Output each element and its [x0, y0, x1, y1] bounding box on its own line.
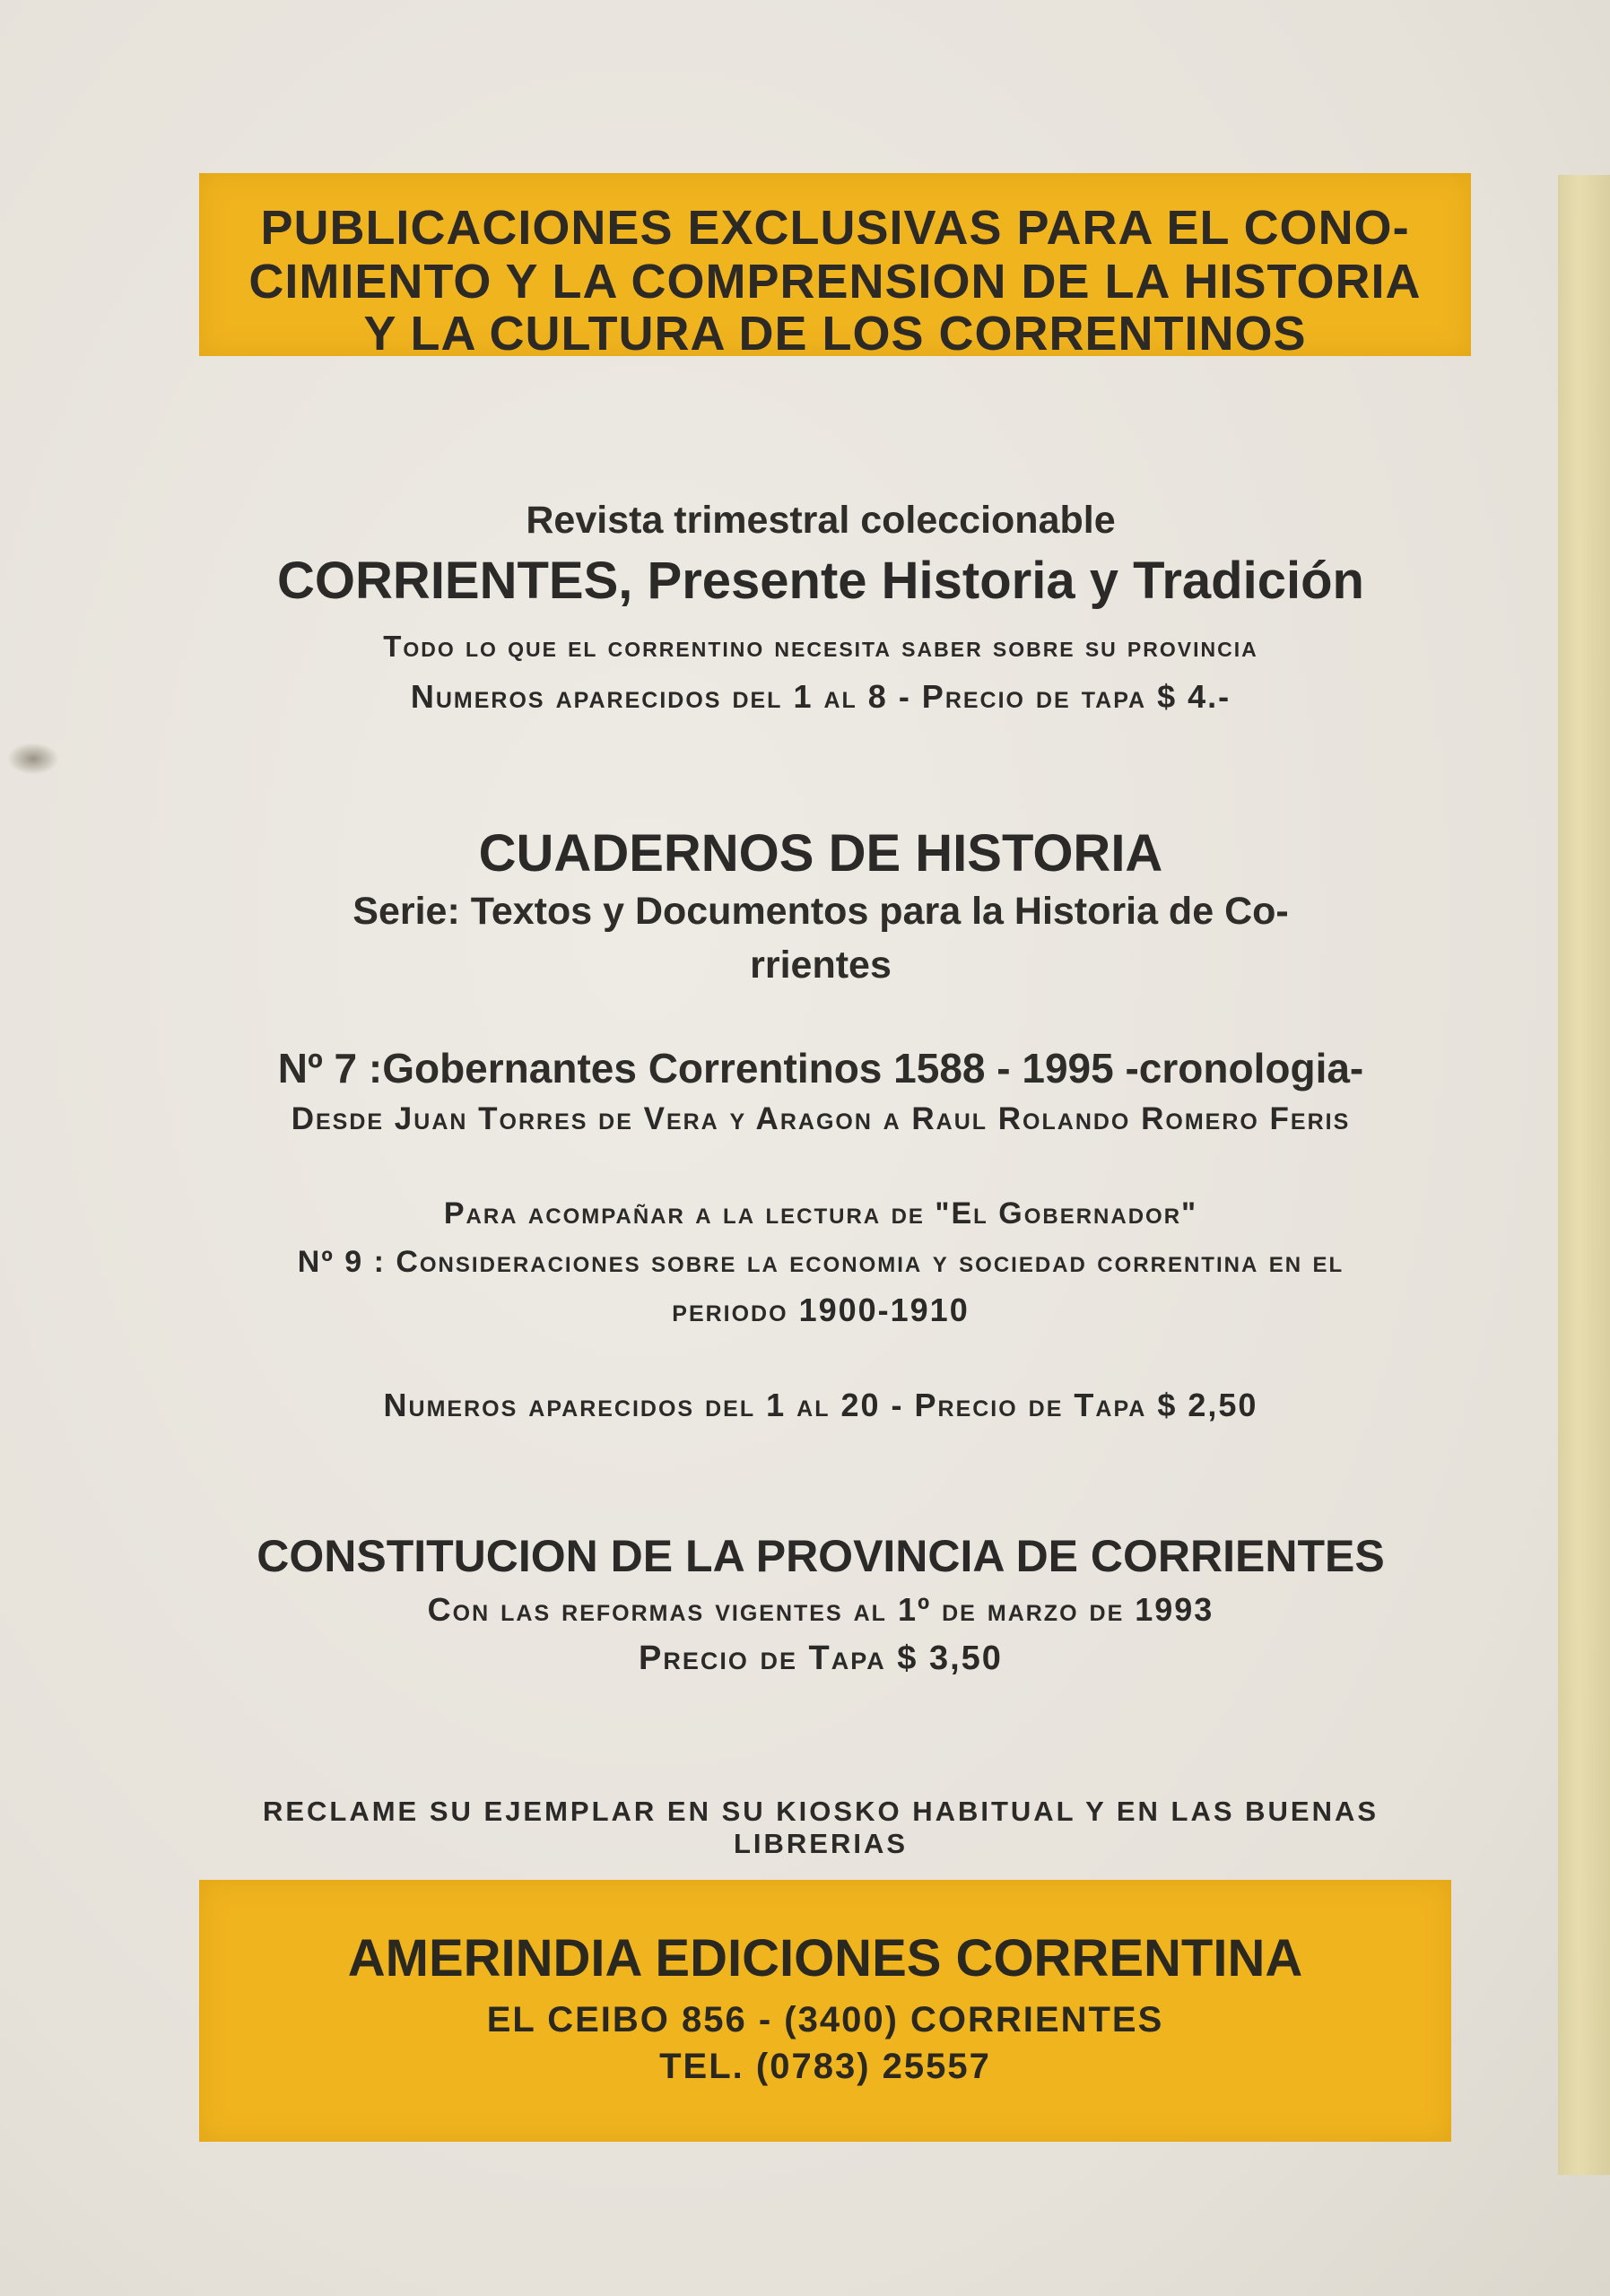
cuadernos-series-line-1: Serie: Textos y Documentos para la Historia de Co-	[352, 890, 1289, 933]
publisher-phone: TEL. (0783) 25557	[659, 2047, 991, 2086]
revista-kicker: Revista trimestral coleccionable	[526, 499, 1116, 542]
publisher-name: AMERINDIA EDICIONES CORRENTINA	[347, 1929, 1303, 1987]
header-banner-line-1: PUBLICACIONES EXCLUSIVAS PARA EL CONO-	[260, 201, 1410, 255]
publisher-banner	[199, 1880, 1451, 2142]
cuadernos-n9-line-1: Nº 9 : Consideraciones sobre la economia y sociedad correntina en el	[297, 1245, 1345, 1279]
cuadernos-n7-subtitle: Desde Juan Torres de Vera y Aragon a Raul Rolando Romero Feris	[291, 1101, 1351, 1136]
header-banner	[199, 173, 1471, 361]
publisher-address: EL CEIBO 856 - (3400) CORRIENTES	[486, 2000, 1164, 2039]
cuadernos-n9-line-2: periodo 1900-1910	[672, 1292, 970, 1328]
header-banner-line-2: CIMIENTO Y LA COMPRENSION DE LA HISTORIA	[248, 255, 1422, 309]
constitucion-subtitle: Con las reformas vigentes al 1º de marzo de 1993	[427, 1591, 1214, 1628]
revista-title: CORRIENTES, Presente Historia y Tradición	[277, 552, 1364, 610]
revista-tagline: Todo lo que el correntino necesita saber sobre su provincia	[383, 630, 1258, 663]
revista-issues: Numeros aparecidos del 1 al 8 - Precio de tapa $ 4.-	[410, 678, 1231, 715]
cuadernos-title: CUADERNOS DE HISTORIA	[478, 824, 1163, 883]
constitucion-title: CONSTITUCION DE LA PROVINCIA DE CORRIENTES	[257, 1531, 1385, 1581]
paper-smudge	[7, 743, 59, 775]
header-banner-line-3: Y LA CULTURA DE LOS CORRENTINOS	[363, 307, 1307, 361]
page-edge-strip	[1558, 175, 1610, 2175]
notice-text: RECLAME SU EJEMPLAR EN SU KIOSKO HABITUAL Y EN LAS BUENAS LIBRERIAS	[262, 1796, 1379, 1859]
cuadernos-issues: Numeros aparecidos del 1 al 20 - Precio de Tapa $ 2,50	[383, 1387, 1258, 1423]
cuadernos-n9-intro: Para acompañar a la lectura de "El Gobernador"	[443, 1196, 1198, 1231]
constitucion-price: Precio de Tapa $ 3,50	[639, 1639, 1003, 1677]
cuadernos-n7-title: Nº 7 :Gobernantes Correntinos 1588 - 1995 -cronologia-	[277, 1045, 1364, 1091]
cuadernos-series-line-2: rrientes	[750, 944, 892, 987]
